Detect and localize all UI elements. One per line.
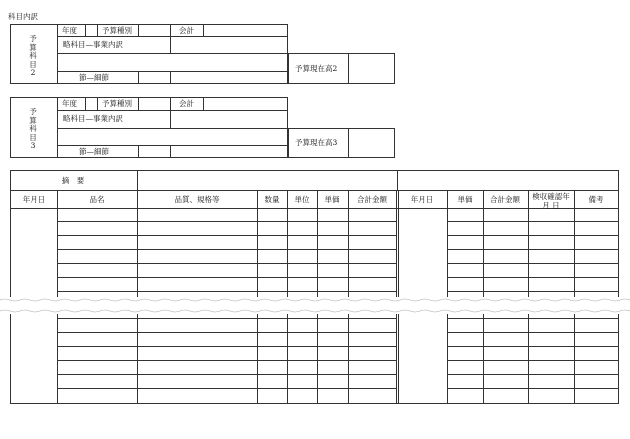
block-a-account-label: 会計 [179,26,194,35]
col-item-name: 品名 [89,195,105,204]
col-total-2: 合計金額 [490,195,520,204]
page-break-tear [0,297,630,314]
block-a-type-label: 予算種別 [102,26,132,35]
col-remarks: 備考 [588,195,604,204]
block-a-section-label: 節—細節 [79,73,109,82]
block-a-year-label: 年度 [62,26,77,35]
col-quality-spec: 品質、規格等 [174,195,220,204]
block-a-balance-label: 予算現在高2 [295,64,338,73]
col-unit: 単位 [294,195,310,204]
col-unit-price-2: 単価 [457,195,473,204]
col-unit-price: 単価 [324,195,340,204]
tear-edge [0,297,630,314]
block-b-sub-label: 略科目—事業内訳 [63,114,123,123]
block-b-section-label: 節—細節 [79,147,109,156]
block-a-sub-label: 略科目—事業内訳 [63,40,123,49]
block-b-balance-label: 予算現在高3 [295,138,338,147]
col-total: 合計金額 [357,195,387,204]
col-quantity: 数量 [264,195,280,204]
block-a-side-label: 予算科目2 [29,34,37,78]
summary-label: 摘 要 [61,176,85,185]
title: 科目内訳 [8,12,38,21]
block-b-account-label: 会計 [179,99,194,108]
col-date-2: 年月日 [410,195,434,204]
block-b-year-label: 年度 [62,99,77,108]
block-a-frame [10,24,288,84]
col-inspection-date: 検収確認年 月 日 [532,192,570,210]
col-date: 年月日 [22,195,46,204]
block-b-type-label: 予算種別 [102,99,132,108]
block-b-side-label: 予算科目3 [29,107,37,151]
